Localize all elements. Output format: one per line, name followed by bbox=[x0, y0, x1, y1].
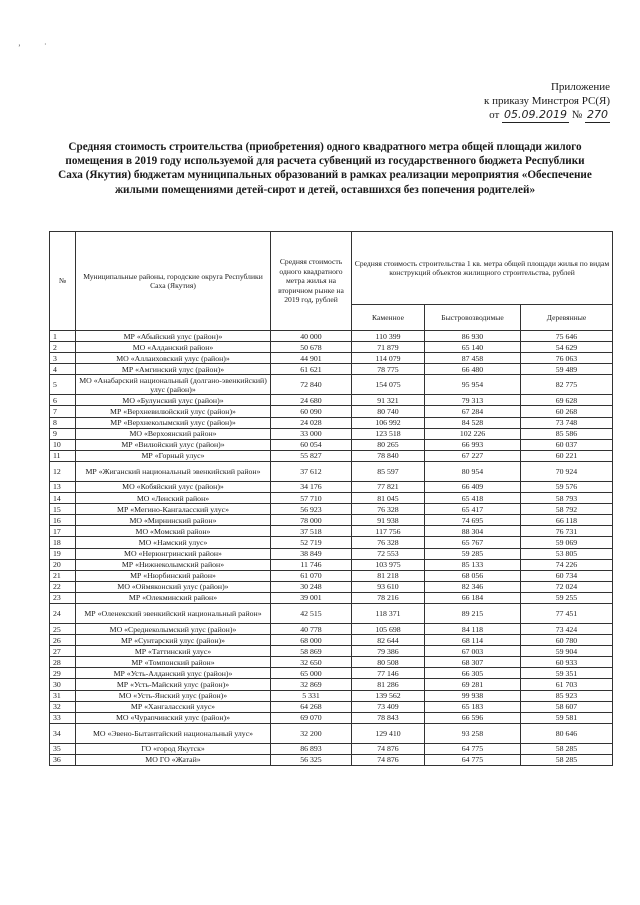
row-fast-cost: 99 938 bbox=[425, 690, 521, 701]
row-stone-cost: 82 644 bbox=[352, 635, 425, 646]
row-stone-cost: 91 938 bbox=[352, 515, 425, 526]
row-number: 9 bbox=[50, 428, 76, 439]
row-secondary-cost: 37 612 bbox=[271, 461, 352, 481]
row-secondary-cost: 61 621 bbox=[271, 364, 352, 375]
row-number: 36 bbox=[50, 754, 76, 765]
row-fast-cost: 67 284 bbox=[425, 406, 521, 417]
row-fast-cost: 67 227 bbox=[425, 450, 521, 461]
row-district: МО «Булунский улус (район)» bbox=[76, 395, 271, 406]
row-district: МР «Нижнеколымский район» bbox=[76, 559, 271, 570]
table-row bbox=[50, 515, 613, 526]
table-row bbox=[50, 570, 613, 581]
table-row bbox=[50, 690, 613, 701]
row-secondary-cost: 56 325 bbox=[271, 754, 352, 765]
row-fast-cost: 65 417 bbox=[425, 504, 521, 515]
row-fast-cost: 82 346 bbox=[425, 581, 521, 592]
row-district: ГО «город Якутск» bbox=[76, 743, 271, 754]
row-stone-cost: 78 216 bbox=[352, 592, 425, 603]
row-wood-cost: 59 576 bbox=[521, 481, 613, 492]
stray-mark-1: ʼ bbox=[18, 43, 21, 52]
row-stone-cost: 81 045 bbox=[352, 493, 425, 504]
table-row bbox=[50, 537, 613, 548]
row-secondary-cost: 32 200 bbox=[271, 723, 352, 743]
row-stone-cost: 74 876 bbox=[352, 743, 425, 754]
row-number: 5 bbox=[50, 375, 76, 395]
table-row bbox=[50, 526, 613, 537]
table-row bbox=[50, 623, 613, 634]
row-district: МР «Мегино-Кангаласский улус» bbox=[76, 504, 271, 515]
table-row bbox=[50, 668, 613, 679]
row-stone-cost: 78 775 bbox=[352, 364, 425, 375]
header-district: Муниципальные районы, городские округа Республики Саха (Якутия) bbox=[76, 232, 271, 331]
row-stone-cost: 81 286 bbox=[352, 679, 425, 690]
row-stone-cost: 91 321 bbox=[352, 395, 425, 406]
row-district: МР «Абыйский улус (район)» bbox=[76, 331, 271, 342]
row-number: 25 bbox=[50, 623, 76, 634]
table-row bbox=[50, 364, 613, 375]
appendix-number: 270 bbox=[587, 108, 608, 121]
row-secondary-cost: 32 869 bbox=[271, 679, 352, 690]
row-number: 6 bbox=[50, 395, 76, 406]
table-row bbox=[50, 375, 613, 395]
row-number: 3 bbox=[50, 353, 76, 364]
row-secondary-cost: 11 746 bbox=[271, 559, 352, 570]
row-district: МР «Нюрбинский район» bbox=[76, 570, 271, 581]
row-secondary-cost: 58 869 bbox=[271, 646, 352, 657]
row-fast-cost: 102 226 bbox=[425, 428, 521, 439]
row-fast-cost: 65 183 bbox=[425, 701, 521, 712]
row-wood-cost: 74 226 bbox=[521, 559, 613, 570]
row-secondary-cost: 32 650 bbox=[271, 657, 352, 668]
stray-mark-2: · bbox=[44, 40, 47, 49]
row-wood-cost: 77 451 bbox=[521, 603, 613, 623]
row-secondary-cost: 78 000 bbox=[271, 515, 352, 526]
row-secondary-cost: 24 680 bbox=[271, 395, 352, 406]
row-district: МР «Усть-Алданский улус (район)» bbox=[76, 668, 271, 679]
row-wood-cost: 75 646 bbox=[521, 331, 613, 342]
row-secondary-cost: 61 070 bbox=[271, 570, 352, 581]
row-wood-cost: 60 734 bbox=[521, 570, 613, 581]
row-district: МР «Хангаласский улус» bbox=[76, 701, 271, 712]
table-row bbox=[50, 646, 613, 657]
row-stone-cost: 85 597 bbox=[352, 461, 425, 481]
row-fast-cost: 80 954 bbox=[425, 461, 521, 481]
row-number: 35 bbox=[50, 743, 76, 754]
row-district: МО «Среднеколымский улус (район)» bbox=[76, 623, 271, 634]
row-district: МР «Томпонский район» bbox=[76, 657, 271, 668]
row-wood-cost: 58 792 bbox=[521, 504, 613, 515]
row-fast-cost: 59 285 bbox=[425, 548, 521, 559]
table-row bbox=[50, 548, 613, 559]
table-row bbox=[50, 342, 613, 353]
row-fast-cost: 74 695 bbox=[425, 515, 521, 526]
table-row bbox=[50, 461, 613, 481]
row-district: МР «Вилюйский улус (район)» bbox=[76, 439, 271, 450]
row-wood-cost: 73 424 bbox=[521, 623, 613, 634]
row-wood-cost: 82 775 bbox=[521, 375, 613, 395]
row-wood-cost: 60 268 bbox=[521, 406, 613, 417]
row-wood-cost: 60 037 bbox=[521, 439, 613, 450]
table-row bbox=[50, 592, 613, 603]
row-wood-cost: 59 351 bbox=[521, 668, 613, 679]
row-stone-cost: 77 821 bbox=[352, 481, 425, 492]
row-wood-cost: 70 924 bbox=[521, 461, 613, 481]
table-row bbox=[50, 353, 613, 364]
row-secondary-cost: 52 719 bbox=[271, 537, 352, 548]
row-district: МО «Чурапчинский улус (район)» bbox=[76, 712, 271, 723]
table-row bbox=[50, 657, 613, 668]
row-fast-cost: 95 954 bbox=[425, 375, 521, 395]
header-fast: Быстровозводимые bbox=[425, 305, 521, 331]
row-stone-cost: 129 410 bbox=[352, 723, 425, 743]
table-row bbox=[50, 712, 613, 723]
row-secondary-cost: 60 090 bbox=[271, 406, 352, 417]
row-stone-cost: 78 843 bbox=[352, 712, 425, 723]
row-district: МО «Момский район» bbox=[76, 526, 271, 537]
row-fast-cost: 66 596 bbox=[425, 712, 521, 723]
row-secondary-cost: 72 840 bbox=[271, 375, 352, 395]
table-row bbox=[50, 559, 613, 570]
row-fast-cost: 68 307 bbox=[425, 657, 521, 668]
table-row bbox=[50, 493, 613, 504]
row-district: МР «Жиганский национальный эвенкийский район» bbox=[76, 461, 271, 481]
row-secondary-cost: 69 070 bbox=[271, 712, 352, 723]
row-fast-cost: 68 114 bbox=[425, 635, 521, 646]
row-wood-cost: 69 628 bbox=[521, 395, 613, 406]
appendix-no: № bbox=[571, 109, 583, 121]
row-number: 7 bbox=[50, 406, 76, 417]
table-row bbox=[50, 331, 613, 342]
table-row bbox=[50, 679, 613, 690]
table-body bbox=[50, 331, 613, 766]
row-secondary-cost: 24 028 bbox=[271, 417, 352, 428]
row-district: МО «Усть-Янский улус (район)» bbox=[76, 690, 271, 701]
row-stone-cost: 78 840 bbox=[352, 450, 425, 461]
row-secondary-cost: 65 000 bbox=[271, 668, 352, 679]
row-stone-cost: 118 371 bbox=[352, 603, 425, 623]
row-stone-cost: 74 876 bbox=[352, 754, 425, 765]
row-fast-cost: 64 775 bbox=[425, 754, 521, 765]
row-number: 11 bbox=[50, 450, 76, 461]
row-stone-cost: 139 562 bbox=[352, 690, 425, 701]
appendix-block bbox=[484, 80, 610, 123]
header-secondary: Средняя стоимость одного квадратного метра жилья на вторичном рынке на 2019 год, рублей bbox=[271, 232, 352, 331]
table-row bbox=[50, 406, 613, 417]
row-district: МР «Верхнеколымский улус (район)» bbox=[76, 417, 271, 428]
row-secondary-cost: 56 923 bbox=[271, 504, 352, 515]
row-number: 24 bbox=[50, 603, 76, 623]
row-secondary-cost: 39 001 bbox=[271, 592, 352, 603]
row-district: МР «Оленекский эвенкийский национальный район» bbox=[76, 603, 271, 623]
row-number: 15 bbox=[50, 504, 76, 515]
table-row bbox=[50, 701, 613, 712]
table-row bbox=[50, 754, 613, 765]
row-number: 13 bbox=[50, 481, 76, 492]
row-number: 21 bbox=[50, 570, 76, 581]
row-wood-cost: 60 221 bbox=[521, 450, 613, 461]
row-stone-cost: 106 992 bbox=[352, 417, 425, 428]
table-row bbox=[50, 581, 613, 592]
row-fast-cost: 93 258 bbox=[425, 723, 521, 743]
row-secondary-cost: 44 901 bbox=[271, 353, 352, 364]
table-row bbox=[50, 439, 613, 450]
row-stone-cost: 79 386 bbox=[352, 646, 425, 657]
row-stone-cost: 93 610 bbox=[352, 581, 425, 592]
table-row bbox=[50, 723, 613, 743]
row-secondary-cost: 40 778 bbox=[271, 623, 352, 634]
row-wood-cost: 58 285 bbox=[521, 754, 613, 765]
row-fast-cost: 65 767 bbox=[425, 537, 521, 548]
row-district: МР «Сунтарский улус (район)» bbox=[76, 635, 271, 646]
row-fast-cost: 84 528 bbox=[425, 417, 521, 428]
row-fast-cost: 79 313 bbox=[425, 395, 521, 406]
row-stone-cost: 76 328 bbox=[352, 537, 425, 548]
row-wood-cost: 85 586 bbox=[521, 428, 613, 439]
row-district: МР «Верхневилюйский улус (район)» bbox=[76, 406, 271, 417]
row-district: МО «Аллаиховский улус (район)» bbox=[76, 353, 271, 364]
row-district: МР «Горный улус» bbox=[76, 450, 271, 461]
row-secondary-cost: 57 710 bbox=[271, 493, 352, 504]
table-row bbox=[50, 450, 613, 461]
row-number: 19 bbox=[50, 548, 76, 559]
row-secondary-cost: 40 000 bbox=[271, 331, 352, 342]
row-stone-cost: 80 508 bbox=[352, 657, 425, 668]
row-stone-cost: 110 399 bbox=[352, 331, 425, 342]
row-district: МО «Эвено-Бытантайский национальный улус» bbox=[76, 723, 271, 743]
appendix-order: к приказу Минстроя РС(Я) bbox=[483, 95, 610, 107]
row-wood-cost: 76 063 bbox=[521, 353, 613, 364]
row-stone-cost: 123 518 bbox=[352, 428, 425, 439]
row-district: МО «Ленский район» bbox=[76, 493, 271, 504]
row-secondary-cost: 37 518 bbox=[271, 526, 352, 537]
row-wood-cost: 85 923 bbox=[521, 690, 613, 701]
table-row bbox=[50, 603, 613, 623]
row-number: 16 bbox=[50, 515, 76, 526]
row-district: МО «Анабарский национальный (долгано-эвенкийский) улус (район)» bbox=[76, 375, 271, 395]
row-number: 33 bbox=[50, 712, 76, 723]
row-number: 1 bbox=[50, 331, 76, 342]
row-fast-cost: 87 458 bbox=[425, 353, 521, 364]
row-fast-cost: 68 056 bbox=[425, 570, 521, 581]
row-secondary-cost: 60 054 bbox=[271, 439, 352, 450]
row-district: МО «Оймяконский улус (район)» bbox=[76, 581, 271, 592]
row-wood-cost: 59 255 bbox=[521, 592, 613, 603]
row-stone-cost: 76 328 bbox=[352, 504, 425, 515]
row-secondary-cost: 50 678 bbox=[271, 342, 352, 353]
row-number: 17 bbox=[50, 526, 76, 537]
row-secondary-cost: 42 515 bbox=[271, 603, 352, 623]
row-fast-cost: 67 003 bbox=[425, 646, 521, 657]
row-wood-cost: 54 629 bbox=[521, 342, 613, 353]
table-row bbox=[50, 635, 613, 646]
row-secondary-cost: 33 000 bbox=[271, 428, 352, 439]
appendix-title: Приложение bbox=[550, 81, 610, 93]
row-stone-cost: 103 975 bbox=[352, 559, 425, 570]
row-fast-cost: 66 305 bbox=[425, 668, 521, 679]
row-secondary-cost: 64 268 bbox=[271, 701, 352, 712]
row-district: МО «Мирнинский район» bbox=[76, 515, 271, 526]
row-wood-cost: 53 805 bbox=[521, 548, 613, 559]
row-stone-cost: 81 218 bbox=[352, 570, 425, 581]
row-fast-cost: 88 304 bbox=[425, 526, 521, 537]
row-number: 10 bbox=[50, 439, 76, 450]
row-wood-cost: 59 069 bbox=[521, 537, 613, 548]
row-stone-cost: 117 756 bbox=[352, 526, 425, 537]
appendix-ot: от bbox=[489, 109, 500, 121]
row-wood-cost: 73 748 bbox=[521, 417, 613, 428]
row-secondary-cost: 30 248 bbox=[271, 581, 352, 592]
row-stone-cost: 72 553 bbox=[352, 548, 425, 559]
header-wood: Деревянные bbox=[521, 305, 613, 331]
row-number: 26 bbox=[50, 635, 76, 646]
row-district: МО «Кобяйский улус (район)» bbox=[76, 481, 271, 492]
table-row bbox=[50, 504, 613, 515]
row-stone-cost: 154 075 bbox=[352, 375, 425, 395]
row-wood-cost: 60 933 bbox=[521, 657, 613, 668]
row-secondary-cost: 55 827 bbox=[271, 450, 352, 461]
row-fast-cost: 89 215 bbox=[425, 603, 521, 623]
row-stone-cost: 114 079 bbox=[352, 353, 425, 364]
row-district: МО «Намский улус» bbox=[76, 537, 271, 548]
row-secondary-cost: 34 176 bbox=[271, 481, 352, 492]
row-number: 12 bbox=[50, 461, 76, 481]
row-stone-cost: 105 698 bbox=[352, 623, 425, 634]
row-number: 32 bbox=[50, 701, 76, 712]
row-fast-cost: 86 930 bbox=[425, 331, 521, 342]
row-stone-cost: 77 146 bbox=[352, 668, 425, 679]
table-row bbox=[50, 395, 613, 406]
row-fast-cost: 66 993 bbox=[425, 439, 521, 450]
row-stone-cost: 71 879 bbox=[352, 342, 425, 353]
table-row bbox=[50, 428, 613, 439]
row-wood-cost: 59 581 bbox=[521, 712, 613, 723]
appendix-date: 05.09.2019 bbox=[504, 108, 567, 121]
row-secondary-cost: 86 893 bbox=[271, 743, 352, 754]
row-number: 2 bbox=[50, 342, 76, 353]
row-fast-cost: 65 418 bbox=[425, 493, 521, 504]
row-district: МР «Амгинский улус (район)» bbox=[76, 364, 271, 375]
row-fast-cost: 84 118 bbox=[425, 623, 521, 634]
row-stone-cost: 80 265 bbox=[352, 439, 425, 450]
row-district: МО «Алданский район» bbox=[76, 342, 271, 353]
row-wood-cost: 58 793 bbox=[521, 493, 613, 504]
row-fast-cost: 69 281 bbox=[425, 679, 521, 690]
row-wood-cost: 58 607 bbox=[521, 701, 613, 712]
appendix-date-line bbox=[484, 108, 610, 123]
row-stone-cost: 73 409 bbox=[352, 701, 425, 712]
row-fast-cost: 64 775 bbox=[425, 743, 521, 754]
row-fast-cost: 85 133 bbox=[425, 559, 521, 570]
row-fast-cost: 66 184 bbox=[425, 592, 521, 603]
row-secondary-cost: 38 849 bbox=[271, 548, 352, 559]
row-district: МР «Таттинский улус» bbox=[76, 646, 271, 657]
row-number: 14 bbox=[50, 493, 76, 504]
row-fast-cost: 65 140 bbox=[425, 342, 521, 353]
row-number: 23 bbox=[50, 592, 76, 603]
row-number: 29 bbox=[50, 668, 76, 679]
row-fast-cost: 66 409 bbox=[425, 481, 521, 492]
row-wood-cost: 58 285 bbox=[521, 743, 613, 754]
row-number: 28 bbox=[50, 657, 76, 668]
row-district: МО «Нерюнгринский район» bbox=[76, 548, 271, 559]
document-title: Средняя стоимость строительства (приобретения) одного квадратного метра общей площади жилого помещения в 2019 году используемой для расчета субвенций из государственного бюджета Республики Саха (Якутия) бюджетам муниципальных образований в рамках реализации мероприятия «Обеспечение жилыми помещениями детей-сирот и детей, оставшихся без попечения родителей» bbox=[58, 141, 592, 196]
row-wood-cost: 76 731 bbox=[521, 526, 613, 537]
row-fast-cost: 66 480 bbox=[425, 364, 521, 375]
table-row bbox=[50, 743, 613, 754]
table-row bbox=[50, 481, 613, 492]
table-row bbox=[50, 417, 613, 428]
header-stone: Каменное bbox=[352, 305, 425, 331]
row-number: 4 bbox=[50, 364, 76, 375]
row-district: МО «Верхоянский район» bbox=[76, 428, 271, 439]
row-stone-cost: 80 740 bbox=[352, 406, 425, 417]
row-number: 30 bbox=[50, 679, 76, 690]
header-construction: Средняя стоимость строительства 1 кв. метра общей площади жилья по видам конструкций объектов жилищного строительства, рублей bbox=[352, 232, 613, 305]
cost-table bbox=[49, 231, 613, 766]
row-wood-cost: 66 118 bbox=[521, 515, 613, 526]
row-wood-cost: 60 780 bbox=[521, 635, 613, 646]
row-district: МР «Усть-Майский улус (район)» bbox=[76, 679, 271, 690]
row-number: 22 bbox=[50, 581, 76, 592]
row-number: 20 bbox=[50, 559, 76, 570]
row-secondary-cost: 5 331 bbox=[271, 690, 352, 701]
row-district: МО ГО «Жатай» bbox=[76, 754, 271, 765]
row-wood-cost: 72 024 bbox=[521, 581, 613, 592]
header-num: № bbox=[50, 232, 76, 331]
row-district: МР «Олекминский район» bbox=[76, 592, 271, 603]
row-wood-cost: 61 703 bbox=[521, 679, 613, 690]
row-number: 31 bbox=[50, 690, 76, 701]
row-secondary-cost: 68 000 bbox=[271, 635, 352, 646]
row-number: 34 bbox=[50, 723, 76, 743]
row-wood-cost: 80 646 bbox=[521, 723, 613, 743]
row-number: 18 bbox=[50, 537, 76, 548]
row-number: 27 bbox=[50, 646, 76, 657]
row-wood-cost: 59 904 bbox=[521, 646, 613, 657]
row-number: 8 bbox=[50, 417, 76, 428]
row-wood-cost: 59 489 bbox=[521, 364, 613, 375]
